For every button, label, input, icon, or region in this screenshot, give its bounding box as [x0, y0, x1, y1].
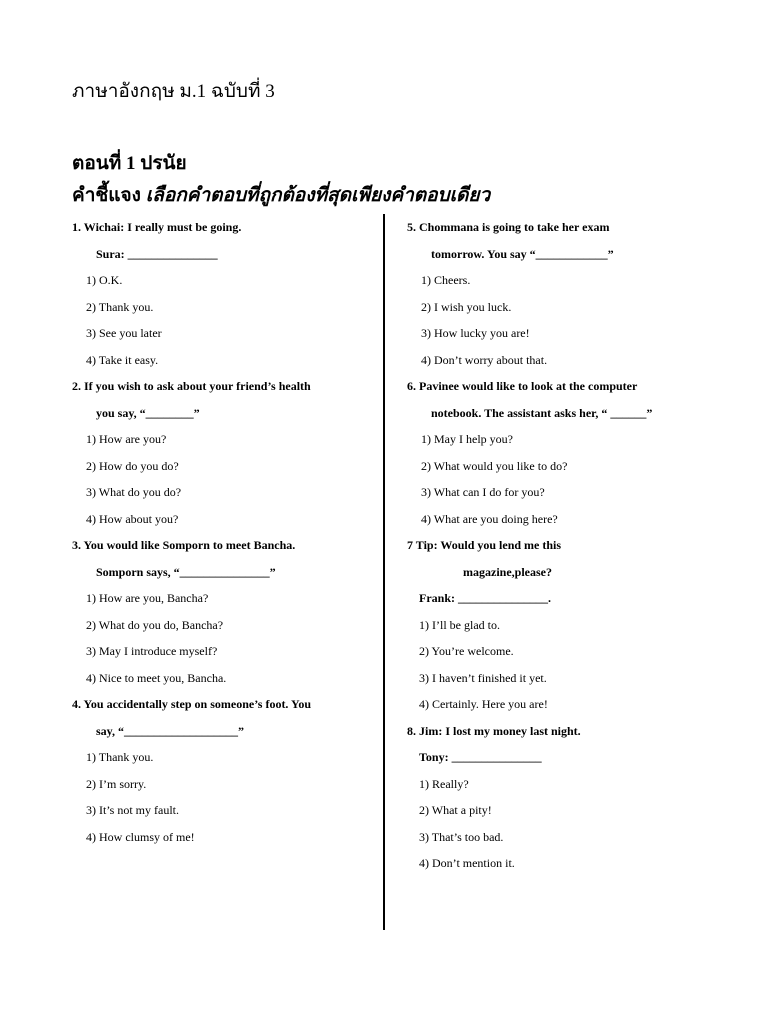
question-2	[72, 373, 372, 532]
right-column	[407, 214, 727, 877]
option-4: 4) Take it easy.	[86, 352, 159, 367]
option-1: 1) May I help you?	[421, 432, 513, 446]
question-prompt: say, “___________________”	[96, 723, 245, 738]
question-prompt: Sura: _______________	[96, 246, 218, 261]
question-prompt: tomorrow. You say “____________”	[431, 246, 614, 261]
option-4: 4) Nice to meet you, Bancha.	[86, 670, 227, 685]
question-6	[407, 373, 727, 532]
option-3: 3) It’s not my fault.	[86, 803, 179, 817]
question-prompt: you say, “________”	[96, 405, 200, 420]
option-2: 2) You’re welcome.	[419, 644, 514, 658]
option-1: 1) Thank you.	[86, 750, 154, 764]
part-heading: ตอนที่ 1 ปรนัย	[72, 153, 187, 174]
option-2: 2) What a pity!	[419, 803, 492, 817]
question-text-continued: magazine,please?	[463, 564, 552, 579]
question-8	[407, 718, 727, 877]
question-text: 6. Pavinee would like to look at the computer	[407, 379, 638, 393]
instruction-text: เลือกคำตอบที่ถูกต้องที่สุดเพียงคำตอบเดียว	[145, 185, 491, 206]
option-4: 4) How about you?	[86, 511, 179, 526]
option-1: 1) I’ll be glad to.	[419, 617, 500, 632]
instruction-line	[72, 180, 490, 210]
option-3: 3) May I introduce myself?	[86, 644, 218, 658]
question-prompt: Frank: _______________.	[419, 591, 551, 605]
option-2: 2) What do you do, Bancha?	[86, 617, 224, 632]
question-4	[72, 691, 372, 850]
document-title: ภาษาอังกฤษ ม.1 ฉบับที่ 3	[72, 81, 275, 102]
option-4: 4) How clumsy of me!	[86, 829, 195, 844]
instruction-lead: คำชี้แจง	[72, 185, 141, 206]
option-1: 1) Really?	[419, 776, 469, 791]
option-2: 2) How do you do?	[86, 458, 179, 473]
option-3: 3) That’s too bad.	[419, 829, 504, 844]
option-3: 3) What can I do for you?	[421, 485, 545, 499]
question-text: 3. You would like Somporn to meet Bancha.	[72, 538, 296, 552]
question-3	[72, 532, 372, 691]
question-7	[407, 532, 727, 718]
question-prompt: Somporn says, “_______________”	[96, 564, 276, 579]
option-1: 1) Cheers.	[421, 273, 471, 287]
option-2: 2) I’m sorry.	[86, 776, 147, 791]
option-2: 2) I wish you luck.	[421, 299, 512, 314]
option-1: 1) How are you, Bancha?	[86, 591, 209, 605]
option-3: 3) See you later	[86, 326, 162, 340]
option-1: 1) How are you?	[86, 432, 167, 446]
question-prompt: notebook. The assistant asks her, “ ______”	[431, 405, 653, 420]
option-3: 3) I haven’t finished it yet.	[419, 670, 547, 685]
column-divider	[383, 214, 385, 930]
question-text: 8. Jim: I lost my money last night.	[407, 723, 581, 738]
option-3: 3) How lucky you are!	[421, 326, 530, 340]
question-text: 7 Tip: Would you lend me this	[407, 538, 562, 552]
option-2: 2) Thank you.	[86, 299, 154, 314]
option-4: 4) What are you doing here?	[421, 511, 558, 526]
option-3: 3) What do you do?	[86, 485, 182, 499]
option-1: 1) O.K.	[86, 273, 123, 287]
option-4: 4) Don’t mention it.	[419, 856, 515, 870]
question-1	[72, 214, 372, 373]
question-text: 4. You accidentally step on someone’s foot. You	[72, 697, 311, 711]
question-text: 1. Wichai: I really must be going.	[72, 220, 242, 234]
left-column	[72, 214, 372, 850]
question-text: 5. Chommana is going to take her exam	[407, 220, 610, 234]
option-2: 2) What would you like to do?	[421, 458, 568, 473]
question-text: 2. If you wish to ask about your friend’s health	[72, 379, 311, 393]
option-4: 4) Don’t worry about that.	[421, 352, 548, 367]
question-prompt: Tony: _______________	[419, 750, 542, 764]
option-4: 4) Certainly. Here you are!	[419, 697, 548, 711]
question-5	[407, 214, 727, 373]
